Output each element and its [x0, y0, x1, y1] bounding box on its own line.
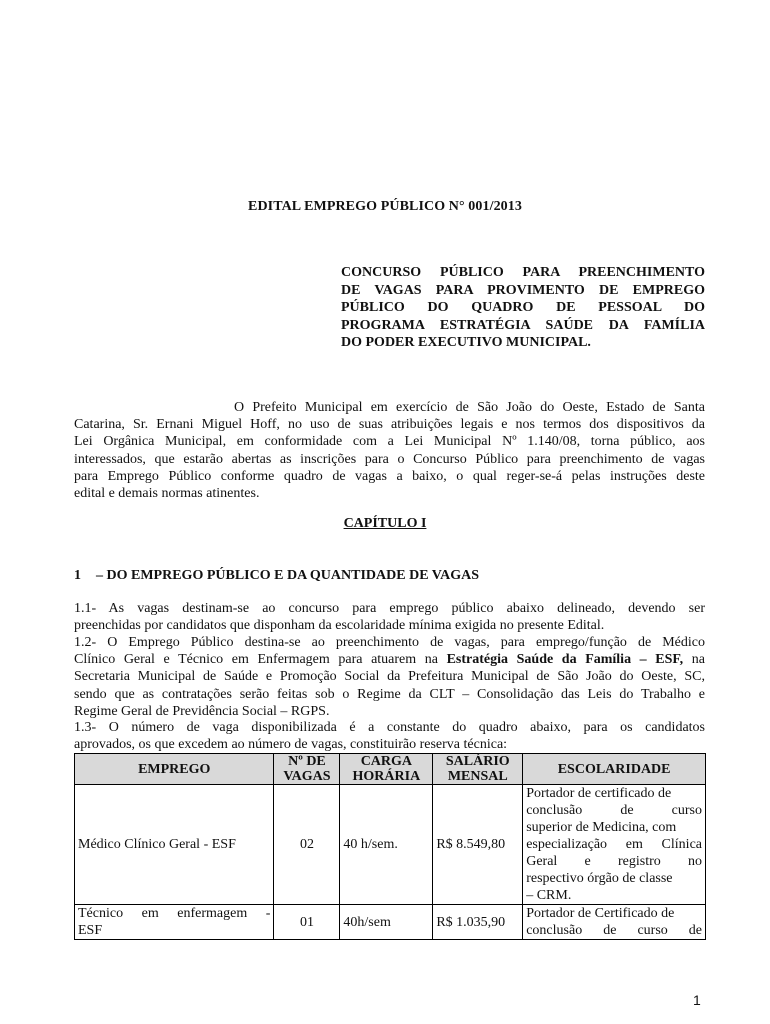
page-number: 1 — [693, 992, 701, 1008]
intro-line: interessados, que estarão abertas as inscrições para o Concurso Público para preenchimento de vagas — [74, 451, 705, 467]
table-row — [75, 785, 706, 905]
table-row — [75, 905, 706, 940]
intro-line: Catarina, Sr. Ernani Miguel Hoff, no uso de suas atribuições legais e nos termos dos dispositivos da — [74, 417, 705, 433]
section-number: 1 — [74, 568, 81, 583]
cell-vagas: 01 — [274, 905, 340, 940]
intro-line: edital e demais normas atinentes. — [74, 486, 260, 502]
paragraph-line: 1.2- O Emprego Público destina-se ao preenchimento de vagas, para emprego/função de Médico — [74, 635, 705, 650]
esf-emphasis: Estratégia Saúde da Família – ESF, — [446, 652, 684, 668]
cell-emprego: Médico Clínico Geral - ESF — [75, 785, 274, 905]
paragraph-line: 1.3- O número de vaga disponibilizada é a constante do quadro abaixo, para os candidatos — [74, 720, 705, 735]
paragraph-text: na — [683, 652, 706, 668]
header-escolaridade: ESCOLARIDADE — [523, 754, 706, 785]
paragraph-1-1 — [74, 600, 705, 634]
cell-escolaridade: Portador de Certificado de conclusão de curso de — [523, 905, 706, 940]
section-title: – DO EMPREGO PÚBLICO E DA QUANTIDADE DE VAGAS — [96, 568, 479, 583]
cell-carga: 40 h/sem. — [340, 785, 433, 905]
cell-salario: R$ 8.549,80 — [433, 785, 523, 905]
header-carga: CARGA HORÁRIA — [340, 754, 433, 785]
intro-line: Lei Orgânica Municipal, em conformidade com a Lei Municipal Nº 1.140/08, torna público, aos — [74, 434, 705, 450]
header-vagas: Nº DE VAGAS — [274, 754, 340, 785]
edital-subject — [341, 264, 705, 352]
cell-emprego: Técnico em enfermagem - ESF — [75, 905, 274, 940]
intro-line: O Prefeito Municipal em exercício de São João do Oeste, Estado de Santa — [234, 400, 705, 415]
subject-line: CONCURSO PÚBLICO PARA PREENCHIMENTO — [341, 265, 705, 280]
cell-salario: R$ 1.035,90 — [433, 905, 523, 940]
paragraph-line: Secretaria Municipal de Saúde e Promoção Social da Prefeitura Municipal de São João do Oeste, SC, — [74, 669, 705, 685]
intro-line: para Emprego Público conforme quadro de vagas a baixo, o qual reger-se-á pelas instruções deste — [74, 468, 705, 484]
header-emprego: EMPREGO — [75, 754, 274, 785]
paragraph-line: aprovados, os que excedem ao número de vagas, constituirão reserva técnica: — [74, 737, 508, 753]
document-title: EDITAL EMPREGO PÚBLICO N° 001/2013 — [248, 199, 522, 214]
paragraph-line: 1.1- As vagas destinam-se ao concurso para emprego público abaixo delineado, devendo ser — [74, 601, 705, 616]
chapter-heading: CAPÍTULO I — [343, 516, 427, 531]
paragraph-1-2 — [74, 634, 705, 720]
paragraph-line: sendo que as contratações serão feitas sob o Regime da CLT – Consolidação das Leis do Trabalho e — [74, 686, 705, 702]
subject-line: PÚBLICO DO QUADRO DE PESSOAL DO — [341, 300, 705, 316]
intro-paragraph — [74, 399, 705, 502]
subject-line: DO PODER EXECUTIVO MUNICIPAL. — [341, 335, 591, 351]
header-salario: SALÁRIO MENSAL — [433, 754, 523, 785]
cell-escolaridade: Portador de certificado de conclusão de curso superior de Medicina, com especialização em Clínica Geral e registro no respectivo órgão de classe – CRM. — [523, 785, 706, 905]
section-heading — [74, 568, 479, 584]
subject-line: DE VAGAS PARA PROVIMENTO DE EMPREGO — [341, 282, 705, 298]
paragraph-line: preenchidas por candidatos que disponham da escolaridade mínima exigida no presente Edital. — [74, 618, 605, 634]
subject-line: PROGRAMA ESTRATÉGIA SAÚDE DA FAMÍLIA — [341, 317, 705, 333]
paragraph-line — [74, 651, 705, 668]
paragraph-1-3 — [74, 719, 705, 753]
paragraph-text: Clínico Geral e Técnico em Enfermagem para atuarem na — [74, 652, 447, 668]
table-header-row — [75, 754, 706, 785]
cell-carga: 40h/sem — [340, 905, 433, 940]
cell-vagas: 02 — [274, 785, 340, 905]
paragraph-line: Regime Geral de Previdência Social – RGPS. — [74, 703, 330, 719]
vacancy-table — [74, 753, 706, 940]
